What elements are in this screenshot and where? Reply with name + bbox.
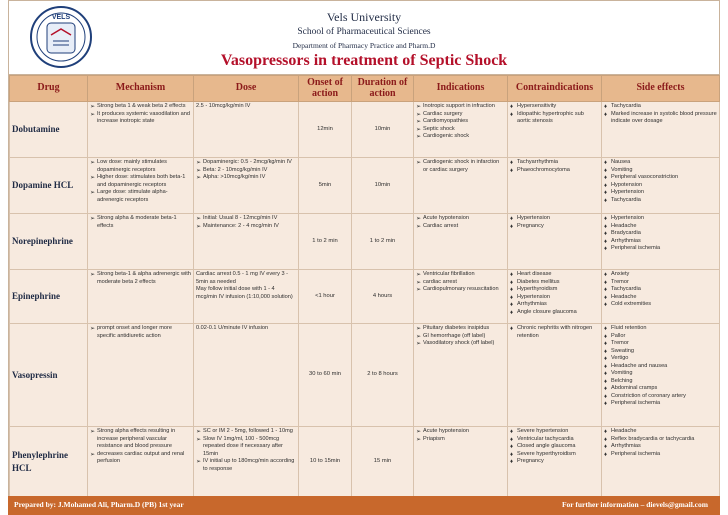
side-effects-list bbox=[604, 428, 717, 458]
list-item: ➢ Acute hypotension bbox=[416, 428, 505, 436]
mechanism-cell bbox=[88, 102, 194, 158]
mechanism-list bbox=[90, 103, 191, 126]
list-item: ➢ Inotropic support in infraction bbox=[416, 103, 505, 111]
list-item: ♦ Nausea bbox=[604, 159, 717, 167]
list-item: ♦ Reflex bradycardia or tachycardia bbox=[604, 436, 717, 444]
dose-text: 0.02-0.1 U/minute IV infusion bbox=[196, 325, 269, 331]
list-item: ♦ Heart disease bbox=[510, 271, 599, 279]
dose-list bbox=[196, 159, 296, 182]
contraindications-cell bbox=[508, 427, 602, 497]
list-item: ➢ Vasodilatory shock (off label) bbox=[416, 340, 505, 348]
list-item: ➢ Cardiac arrest bbox=[416, 223, 505, 231]
list-item: ♦ Belching bbox=[604, 378, 717, 386]
column-header: Mechanism bbox=[88, 76, 194, 102]
list-item: ➢ Maintenance: 2 - 4 mcg/min IV bbox=[196, 223, 296, 231]
onset-cell: 10 to 15min bbox=[299, 427, 352, 497]
list-item: ♦ Hypertension bbox=[510, 294, 599, 302]
duration-cell: 15 min bbox=[352, 427, 414, 497]
list-item: ♦ Vomiting bbox=[604, 167, 717, 175]
indications-list bbox=[416, 325, 505, 348]
side-effects-list bbox=[604, 215, 717, 253]
list-item: ♦ Chronic nephritis with nitrogen retention bbox=[510, 325, 599, 340]
mechanism-cell bbox=[88, 427, 194, 497]
list-item: ♦ Headache bbox=[604, 223, 717, 231]
list-item: ➢ Low dose: mainly stimulates dopaminergic receptors bbox=[90, 159, 191, 174]
dose-cell bbox=[194, 270, 299, 324]
list-item: ➢ Cardiogenic shock in infarction or cardiac surgery bbox=[416, 159, 505, 174]
drug-name: Vasopressin bbox=[10, 324, 88, 427]
list-item: ➢ Beta: 2 - 10mcg/kg/min IV bbox=[196, 167, 296, 175]
mechanism-list bbox=[90, 428, 191, 466]
table-row bbox=[10, 102, 720, 158]
dose-cell bbox=[194, 214, 299, 270]
onset-cell: 1 to 2 min bbox=[299, 214, 352, 270]
list-item: ♦ Arrhythmias bbox=[604, 443, 717, 451]
list-item: ♦ Anxiety bbox=[604, 271, 717, 279]
list-item: ➢ IV initial up to 180mcg/min according to response bbox=[196, 458, 296, 473]
list-item: ♦ Bradycardia bbox=[604, 230, 717, 238]
mechanism-cell bbox=[88, 324, 194, 427]
list-item: ♦ Pregnancy bbox=[510, 223, 599, 231]
duration-cell: 4 hours bbox=[352, 270, 414, 324]
list-item: ➢ Cardiogenic shock bbox=[416, 133, 505, 141]
column-header: Side effects bbox=[602, 76, 720, 102]
list-item: ♦ Severe hyperthyroidism bbox=[510, 451, 599, 459]
contraindications-list bbox=[510, 159, 599, 174]
dose-text: Cardiac arrest 0.5 - 1 mg IV every 3 - 5min as needed May follow initial dose with 1 - 4 mcg/min IV infusion (1:10,000 solution) bbox=[196, 271, 293, 300]
column-header: Dose bbox=[194, 76, 299, 102]
list-item: ♦ Diabetes mellitus bbox=[510, 279, 599, 287]
list-item: ♦ Hypotension bbox=[604, 182, 717, 190]
contraindications-cell bbox=[508, 102, 602, 158]
side-effects-list bbox=[604, 103, 717, 126]
list-item: ♦ Fluid retention bbox=[604, 325, 717, 333]
list-item: ♦ Phaeochromocytoma bbox=[510, 167, 599, 175]
department-name: Department of Pharmacy Practice and Pharm.D bbox=[292, 41, 436, 50]
list-item: ➢ Slow IV 1mg/ml, 100 - 500mcg repeated dose if necessary after 15min bbox=[196, 436, 296, 459]
table-header-row bbox=[10, 76, 720, 102]
list-item: ♦ Vertigo bbox=[604, 355, 717, 363]
list-item: ➢ Initial: Usual 8 - 12mcg/min IV bbox=[196, 215, 296, 223]
list-item: ➢ Ventricular fibrillation bbox=[416, 271, 505, 279]
list-item: ♦ Peripheral ischemia bbox=[604, 245, 717, 253]
list-item: ➢ Septic shock bbox=[416, 126, 505, 134]
duration-cell: 2 to 8 hours bbox=[352, 324, 414, 427]
contraindications-list bbox=[510, 325, 599, 340]
list-item: ♦ Vomiting bbox=[604, 370, 717, 378]
list-item: ➢ Strong beta 1 & weak beta 2 effects bbox=[90, 103, 191, 111]
poster-frame bbox=[8, 0, 720, 496]
dose-cell bbox=[194, 427, 299, 497]
dose-cell bbox=[194, 102, 299, 158]
indications-cell bbox=[414, 102, 508, 158]
list-item: ♦ Tachyarrhythmia bbox=[510, 159, 599, 167]
dose-text: 2.5 - 10mcg/kg/min IV bbox=[196, 103, 251, 109]
list-item: ♦ Arrhythmias bbox=[510, 301, 599, 309]
duration-cell: 10min bbox=[352, 158, 414, 214]
side-effects-list bbox=[604, 159, 717, 204]
indications-list bbox=[416, 428, 505, 443]
poster-header bbox=[9, 1, 719, 75]
dose-cell bbox=[194, 158, 299, 214]
list-item: ➢ Dopaminergic: 0.5 - 2mcg/kg/min IV bbox=[196, 159, 296, 167]
onset-cell: 30 to 60 min bbox=[299, 324, 352, 427]
list-item: ♦ Idiopathic hypertrophic sub aortic stenosis bbox=[510, 111, 599, 126]
list-item: ➢ Priapism bbox=[416, 436, 505, 444]
side-effects-cell bbox=[602, 102, 720, 158]
list-item: ♦ Severe hypertension bbox=[510, 428, 599, 436]
indications-list bbox=[416, 103, 505, 141]
list-item: ➢ decreases cardiac output and renal perfusion bbox=[90, 451, 191, 466]
list-item: ♦ Arrhythmias bbox=[604, 238, 717, 246]
school-name: School of Pharmaceutical Sciences bbox=[297, 27, 431, 37]
indications-cell bbox=[414, 427, 508, 497]
list-item: ♦ Peripheral ischemia bbox=[604, 400, 717, 408]
list-item: ♦ Sweating bbox=[604, 348, 717, 356]
drug-name: Phenylephrine HCL bbox=[10, 427, 88, 497]
table-row bbox=[10, 324, 720, 427]
list-item: ♦ Angle closure glaucoma bbox=[510, 309, 599, 317]
list-item: ♦ Constriction of coronary artery bbox=[604, 393, 717, 401]
list-item: ♦ Peripheral ischemia bbox=[604, 451, 717, 459]
list-item: ➢ Cardiac surgery bbox=[416, 111, 505, 119]
list-item: ♦ Tachycardia bbox=[604, 286, 717, 294]
dose-list bbox=[196, 215, 296, 230]
list-item: ➢ Strong alpha effects resulting in increase peripheral vascular resistance and blood pressure bbox=[90, 428, 191, 451]
mechanism-list bbox=[90, 325, 191, 340]
side-effects-list bbox=[604, 325, 717, 408]
list-item: ♦ Hypertension bbox=[604, 189, 717, 197]
indications-cell bbox=[414, 270, 508, 324]
mechanism-list bbox=[90, 159, 191, 204]
contraindications-cell bbox=[508, 158, 602, 214]
list-item: ➢ It produces systemic vasodilation and increase inotropic state bbox=[90, 111, 191, 126]
onset-cell: 12min bbox=[299, 102, 352, 158]
drug-name: Epinephrine bbox=[10, 270, 88, 324]
duration-cell: 10min bbox=[352, 102, 414, 158]
list-item: ♦ Headache bbox=[604, 428, 717, 436]
table-row bbox=[10, 270, 720, 324]
drug-name: Dobutamine bbox=[10, 102, 88, 158]
indications-list bbox=[416, 215, 505, 230]
vasopressor-table bbox=[9, 75, 720, 497]
list-item: ♦ Tachycardia bbox=[604, 197, 717, 205]
list-item: ➢ Cardiomyopathies bbox=[416, 118, 505, 126]
indications-list bbox=[416, 271, 505, 294]
poster-title: Vasopressors in treatment of Septic Shock bbox=[220, 52, 508, 69]
contraindications-list bbox=[510, 271, 599, 316]
list-item: ➢ Strong beta-1 & alpha adrenergic with moderate beta 2 effects bbox=[90, 271, 191, 286]
side-effects-list bbox=[604, 271, 717, 309]
list-item: ♦ Pallor bbox=[604, 333, 717, 341]
list-item: ➢ prompt onset and longer more specific antidiuretic action bbox=[90, 325, 191, 340]
list-item: ♦ Headache and nausea bbox=[604, 363, 717, 371]
list-item: ♦ Marked increase in systolic blood pressure indicate over dosage bbox=[604, 111, 717, 126]
side-effects-cell bbox=[602, 158, 720, 214]
list-item: ➢ cardiac arrest bbox=[416, 279, 505, 287]
list-item: ➢ Cardiopulmonary resuscitation bbox=[416, 286, 505, 294]
column-header: Onset of action bbox=[299, 76, 352, 102]
contact-info-text: For further information – dievels@gmail.com bbox=[561, 500, 708, 509]
list-item: ♦ Cold extremities bbox=[604, 301, 717, 309]
indications-cell bbox=[414, 214, 508, 270]
indications-cell bbox=[414, 158, 508, 214]
list-item: ➢ GI hemorrhage (off label) bbox=[416, 333, 505, 341]
onset-cell: <1 hour bbox=[299, 270, 352, 324]
column-header: Indications bbox=[414, 76, 508, 102]
list-item: ➢ Strong alpha & moderate beta-1 effects bbox=[90, 215, 191, 230]
side-effects-cell bbox=[602, 270, 720, 324]
duration-cell: 1 to 2 min bbox=[352, 214, 414, 270]
list-item: ♦ Headache bbox=[604, 294, 717, 302]
list-item: ♦ Closed angle glaucoma bbox=[510, 443, 599, 451]
mechanism-cell bbox=[88, 158, 194, 214]
contraindications-list bbox=[510, 103, 599, 126]
indications-list bbox=[416, 159, 505, 174]
mechanism-cell bbox=[88, 214, 194, 270]
drug-name: Norepinephrine bbox=[10, 214, 88, 270]
contraindications-cell bbox=[508, 324, 602, 427]
list-item: ♦ Hyperthyroidism bbox=[510, 286, 599, 294]
list-item: ♦ Pregnancy bbox=[510, 458, 599, 466]
column-header: Contraindications bbox=[508, 76, 602, 102]
list-item: ♦ Peripheral vasoconstriction bbox=[604, 174, 717, 182]
list-item: ♦ Tremor bbox=[604, 279, 717, 287]
dose-list bbox=[196, 428, 296, 473]
contraindications-list bbox=[510, 215, 599, 230]
onset-cell: 5min bbox=[299, 158, 352, 214]
list-item: ➢ Pituitary diabetes insipidus bbox=[416, 325, 505, 333]
prepared-by-text: Prepared by: J.Mohamed Ali, Pharm.D (PB) 1st year bbox=[14, 500, 184, 509]
mechanism-list bbox=[90, 271, 191, 286]
table-row bbox=[10, 158, 720, 214]
table-row bbox=[10, 427, 720, 497]
list-item: ➢ Large dose: stimulate alpha-adrenergic receptors bbox=[90, 189, 191, 204]
column-header: Duration of action bbox=[352, 76, 414, 102]
table-row bbox=[10, 214, 720, 270]
list-item: ➢ SC or IM 2 - 5mg, followed 1 - 10mg bbox=[196, 428, 296, 436]
column-header: Drug bbox=[10, 76, 88, 102]
contraindications-list bbox=[510, 428, 599, 466]
university-name: Vels University bbox=[326, 10, 402, 24]
mechanism-cell bbox=[88, 270, 194, 324]
contraindications-cell bbox=[508, 214, 602, 270]
side-effects-cell bbox=[602, 214, 720, 270]
mechanism-list bbox=[90, 215, 191, 230]
list-item: ♦ Tachycardia bbox=[604, 103, 717, 111]
list-item: ♦ Abdominal cramps bbox=[604, 385, 717, 393]
logo-text: VELS bbox=[51, 14, 71, 21]
list-item: ♦ Tremor bbox=[604, 340, 717, 348]
list-item: ➢ Alpha: >10mcg/kg/min IV bbox=[196, 174, 296, 182]
side-effects-cell bbox=[602, 324, 720, 427]
list-item: ♦ Hypertension bbox=[604, 215, 717, 223]
side-effects-cell bbox=[602, 427, 720, 497]
drug-name: Dopamine HCL bbox=[10, 158, 88, 214]
list-item: ➢ Higher dose: stimulates both beta-1 and dopaminergic receptors bbox=[90, 174, 191, 189]
list-item: ♦ Ventricular tachycardia bbox=[510, 436, 599, 444]
list-item: ➢ Acute hypotension bbox=[416, 215, 505, 223]
contraindications-cell bbox=[508, 270, 602, 324]
indications-cell bbox=[414, 324, 508, 427]
list-item: ♦ Hypertension bbox=[510, 215, 599, 223]
dose-cell bbox=[194, 324, 299, 427]
poster-footer bbox=[8, 496, 720, 515]
list-item: ♦ Hypersensitivity bbox=[510, 103, 599, 111]
